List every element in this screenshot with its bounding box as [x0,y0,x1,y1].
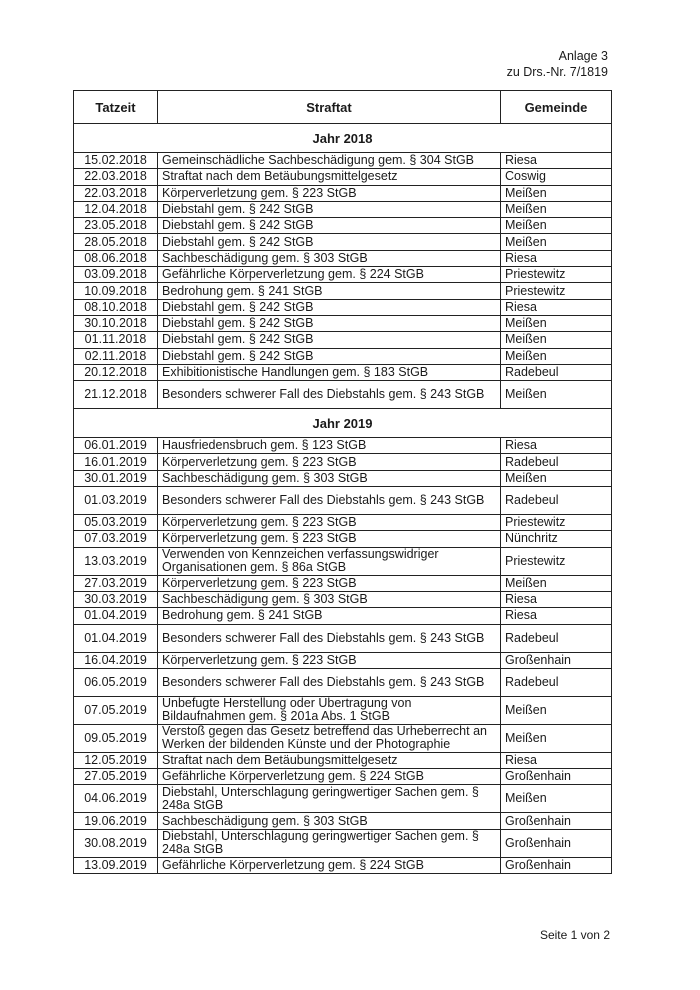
offense-date: 02.11.2018 [74,348,158,364]
offense-description: Diebstahl gem. § 242 StGB [158,348,501,364]
offense-date: 20.12.2018 [74,364,158,380]
offense-description: Besonders schwerer Fall des Diebstahls gem. § 243 StGB [158,381,501,409]
table-row [74,234,612,250]
offense-description: Körperverletzung gem. § 223 StGB [158,454,501,470]
table-row [74,169,612,185]
municipality: Riesa [501,153,612,169]
table-row [74,608,612,624]
table-row [74,153,612,169]
offense-description: Diebstahl gem. § 242 StGB [158,332,501,348]
offense-description: Verwenden von Kennzeichen verfassungswidriger Organisationen gem. § 86a StGB [158,547,501,575]
municipality: Radebeul [501,668,612,696]
municipality: Radebeul [501,454,612,470]
offense-date: 10.09.2018 [74,283,158,299]
column-header-municipality: Gemeinde [501,91,612,124]
offense-description: Diebstahl gem. § 242 StGB [158,201,501,217]
offense-description: Körperverletzung gem. § 223 StGB [158,575,501,591]
table-row [74,332,612,348]
table-row [74,813,612,829]
page-number: Seite 1 von 2 [539,928,610,942]
table-row [74,624,612,652]
table-row [74,201,612,217]
offense-date: 16.04.2019 [74,652,158,668]
offense-table [73,90,612,874]
offense-description: Diebstahl gem. § 242 StGB [158,315,501,331]
offense-date: 01.04.2019 [74,624,158,652]
table-row [74,438,612,454]
table-header-row [74,91,612,124]
offense-date: 30.08.2019 [74,829,158,857]
offense-description: Unbefugte Herstellung oder Übertragung von Bildaufnahmen gem. § 201a Abs. 1 StGB [158,696,501,724]
table-row [74,364,612,380]
offense-date: 15.02.2018 [74,153,158,169]
offense-date: 22.03.2018 [74,169,158,185]
table-row [74,315,612,331]
municipality: Meißen [501,348,612,364]
offense-description: Bedrohung gem. § 241 StGB [158,608,501,624]
offense-description: Sachbeschädigung gem. § 303 StGB [158,813,501,829]
offense-date: 03.09.2018 [74,267,158,283]
offense-date: 23.05.2018 [74,218,158,234]
offense-description: Diebstahl gem. § 242 StGB [158,299,501,315]
table-row [74,185,612,201]
municipality: Großenhain [501,769,612,785]
offense-date: 22.03.2018 [74,185,158,201]
municipality: Großenhain [501,857,612,873]
offense-date: 16.01.2019 [74,454,158,470]
table-row [74,829,612,857]
municipality: Riesa [501,299,612,315]
municipality: Priestewitz [501,267,612,283]
municipality: Meißen [501,332,612,348]
table-row [74,218,612,234]
municipality: Nünchritz [501,531,612,547]
column-header-offense: Straftat [158,91,501,124]
offense-description: Körperverletzung gem. § 223 StGB [158,652,501,668]
municipality: Großenhain [501,829,612,857]
table-row [74,591,612,607]
offense-description: Gefährliche Körperverletzung gem. § 224 StGB [158,857,501,873]
table-row [74,348,612,364]
offense-description: Bedrohung gem. § 241 StGB [158,283,501,299]
offense-date: 06.01.2019 [74,438,158,454]
municipality: Meißen [501,218,612,234]
offense-description: Diebstahl, Unterschlagung geringwertiger Sachen gem. § 248a StGB [158,829,501,857]
offense-date: 28.05.2018 [74,234,158,250]
offense-date: 12.05.2019 [74,752,158,768]
offense-description: Besonders schwerer Fall des Diebstahls gem. § 243 StGB [158,624,501,652]
municipality: Priestewitz [501,547,612,575]
table-row [74,547,612,575]
offense-description: Sachbeschädigung gem. § 303 StGB [158,470,501,486]
municipality: Riesa [501,608,612,624]
year-heading: Jahr 2019 [74,409,612,438]
municipality: Meißen [501,315,612,331]
table-row [74,575,612,591]
municipality: Großenhain [501,813,612,829]
offense-description: Exhibitionistische Handlungen gem. § 183 StGB [158,364,501,380]
municipality: Meißen [501,470,612,486]
table-row [74,724,612,752]
municipality: Radebeul [501,624,612,652]
offense-description: Straftat nach dem Betäubungsmittelgesetz [158,752,501,768]
offense-description: Diebstahl gem. § 242 StGB [158,234,501,250]
offense-date: 30.10.2018 [74,315,158,331]
table-row [74,752,612,768]
municipality: Radebeul [501,487,612,515]
table-row [74,668,612,696]
municipality: Meißen [501,785,612,813]
offense-date: 27.05.2019 [74,769,158,785]
offense-description: Gefährliche Körperverletzung gem. § 224 StGB [158,267,501,283]
offense-date: 07.03.2019 [74,531,158,547]
table-row [74,696,612,724]
offense-description: Körperverletzung gem. § 223 StGB [158,531,501,547]
offense-description: Körperverletzung gem. § 223 StGB [158,185,501,201]
offense-description: Besonders schwerer Fall des Diebstahls gem. § 243 StGB [158,668,501,696]
offense-date: 30.03.2019 [74,591,158,607]
offense-date: 30.01.2019 [74,470,158,486]
offense-description: Gefährliche Körperverletzung gem. § 224 StGB [158,769,501,785]
offense-description: Gemeinschädliche Sachbeschädigung gem. § 304 StGB [158,153,501,169]
table-row [74,470,612,486]
table-row [74,487,612,515]
offense-description: Straftat nach dem Betäubungsmittelgesetz [158,169,501,185]
municipality: Meißen [501,381,612,409]
column-header-date: Tatzeit [74,91,158,124]
attachment-label: Anlage 3 [558,49,608,63]
offense-date: 01.11.2018 [74,332,158,348]
document-number: zu Drs.-Nr. 7/1819 [506,65,608,79]
offense-date: 12.04.2018 [74,201,158,217]
table-row [74,454,612,470]
offense-description: Körperverletzung gem. § 223 StGB [158,515,501,531]
offense-date: 01.04.2019 [74,608,158,624]
table-row [74,769,612,785]
municipality: Priestewitz [501,283,612,299]
offense-description: Diebstahl, Unterschlagung geringwertiger Sachen gem. § 248a StGB [158,785,501,813]
municipality: Meißen [501,201,612,217]
year-section-row [74,409,612,438]
table-row [74,531,612,547]
offense-date: 21.12.2018 [74,381,158,409]
municipality: Radebeul [501,364,612,380]
table-row [74,250,612,266]
table-row [74,299,612,315]
offense-description: Sachbeschädigung gem. § 303 StGB [158,250,501,266]
offense-description: Diebstahl gem. § 242 StGB [158,218,501,234]
offense-date: 13.09.2019 [74,857,158,873]
offense-date: 19.06.2019 [74,813,158,829]
offense-date: 09.05.2019 [74,724,158,752]
table-row [74,283,612,299]
table-row [74,652,612,668]
municipality: Riesa [501,250,612,266]
offense-date: 01.03.2019 [74,487,158,515]
offense-date: 13.03.2019 [74,547,158,575]
municipality: Meißen [501,696,612,724]
municipality: Meißen [501,724,612,752]
municipality: Riesa [501,752,612,768]
offense-date: 07.05.2019 [74,696,158,724]
attachment-reference [507,48,608,80]
table-row [74,785,612,813]
municipality: Coswig [501,169,612,185]
table-row [74,267,612,283]
municipality: Priestewitz [501,515,612,531]
offense-description: Hausfriedensbruch gem. § 123 StGB [158,438,501,454]
offense-date: 08.10.2018 [74,299,158,315]
municipality: Riesa [501,591,612,607]
offense-date: 04.06.2019 [74,785,158,813]
table-row [74,515,612,531]
municipality: Großenhain [501,652,612,668]
municipality: Riesa [501,438,612,454]
table-row [74,381,612,409]
offense-date: 08.06.2018 [74,250,158,266]
offense-description: Besonders schwerer Fall des Diebstahls gem. § 243 StGB [158,487,501,515]
year-section-row [74,124,612,153]
table-body [74,124,612,874]
municipality: Meißen [501,575,612,591]
year-heading: Jahr 2018 [74,124,612,153]
offense-date: 05.03.2019 [74,515,158,531]
table-row [74,857,612,873]
offense-description: Verstoß gegen das Gesetz betreffend das Urheberrecht an Werken der bildenden Künste und der Photographie [158,724,501,752]
offense-date: 06.05.2019 [74,668,158,696]
offense-description: Sachbeschädigung gem. § 303 StGB [158,591,501,607]
municipality: Meißen [501,234,612,250]
offense-date: 27.03.2019 [74,575,158,591]
municipality: Meißen [501,185,612,201]
